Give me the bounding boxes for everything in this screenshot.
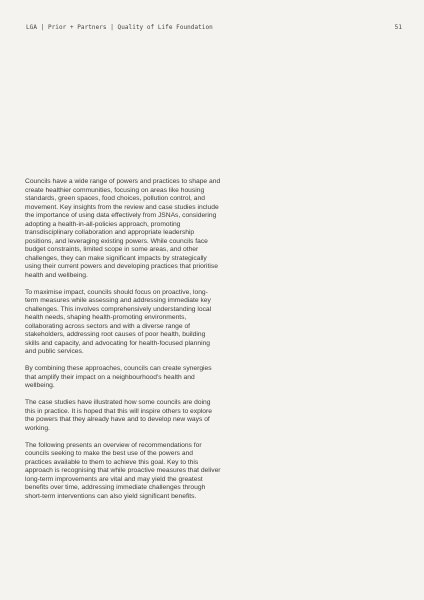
paragraph: To maximise impact, councils should focus on proactive, long-term measures while assessing and addressing immediate key challenges. This involves comprehensively understanding local health needs, shaping health-promoting environments, collaborating across sectors and with a diverse range of stakeholders, addressing root causes of poor health, building skills and capacity, and advocating for health-focused planning and public services. (25, 288, 212, 355)
page-header (26, 24, 402, 36)
paragraph: By combining these approaches, councils can create synergies that amplify their impact on a neighbourhood's health and wellbeing. (25, 365, 212, 389)
running-title: LGA | Prior + Partners | Quality of Life Foundation (26, 24, 213, 31)
paragraph: Councils have a wide range of powers and practices to shape and create healthier communities, focusing on areas like housing standards, green spaces, food choices, pollution control, and movement. Key insights from the review and case studies include the importance of using data effectively from JSNAs, considering adopting a health-in-all-policies approach, promoting transdisciplinary collaboration and appropriate leadership positions, and leveraging existing powers. While councils face budget constraints, limited scope in some areas, and other challenges, they can make significant impacts by strategically using their current powers and developing practices that prioritise health and wellbeing. (25, 178, 221, 279)
body-text (25, 178, 221, 510)
page-number: 51 (394, 24, 402, 31)
paragraph: The case studies have illustrated how some councils are doing this in practice. It is hoped that this will inspire others to explore the powers that they already have and to develop new ways of working. (25, 399, 212, 432)
paragraph: The following presents an overview of recommendations for councils seeking to make the best use of the powers and practices available to them to achieve this goal. Key to this approach is recognising that while proactive measures that deliver long-term improvements are vital and may yield the greatest benefits over time, addressing immediate challenges through short-term interventions can also yield significant benefits. (25, 441, 221, 500)
